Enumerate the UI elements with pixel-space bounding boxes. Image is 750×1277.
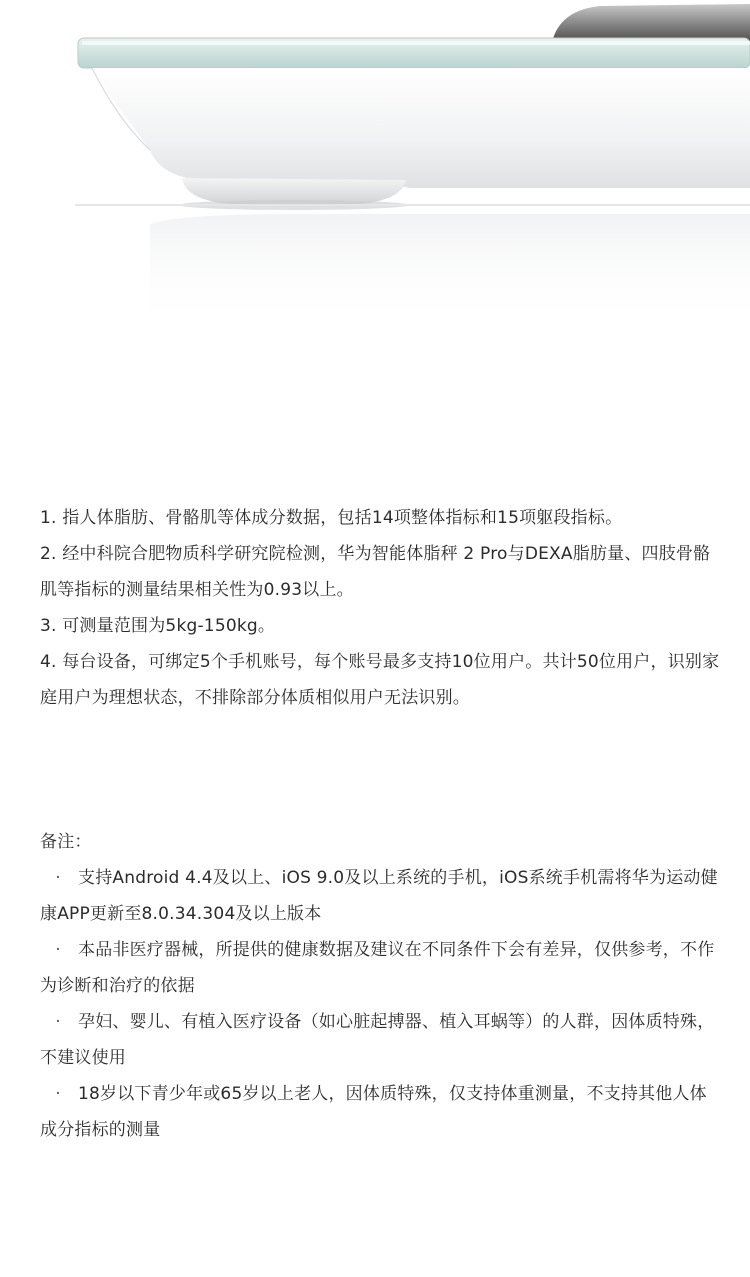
spec-item-4: 4. 每台设备，可绑定5个手机账号，每个账号最多支持10位用户。共计50位用户，识别家庭用户为理想状态，不排除部分体质相似用户无法识别。	[40, 652, 720, 708]
note-item-3	[40, 1004, 720, 1076]
spec-item-3: 3. 可测量范围为5kg-150kg。	[40, 616, 276, 636]
spec-item-1: 1. 指人体脂肪、骨骼肌等体成分数据，包括14项整体指标和15项躯段指标。	[40, 508, 623, 528]
note-text: 支持Android 4.4及以上、iOS 9.0及以上系统的手机，iOS系统手机需将华为运动健康APP更新至8.0.34.304及以上版本	[40, 868, 718, 924]
bullet-dot: ·	[55, 1084, 61, 1104]
bullet-dot: ·	[55, 868, 61, 888]
spec-item-2: 2. 经中科院合肥物质科学研究院检测，华为智能体脂秤 2 Pro与DEXA脂肪量、四肢骨骼肌等指标的测量结果相关性为0.93以上。	[40, 544, 711, 600]
spec-list	[40, 500, 720, 716]
bullet-dot: ·	[55, 1012, 61, 1032]
note-text: 孕妇、婴儿、有植入医疗设备（如心脏起搏器、植入耳蜗等）的人群，因体质特殊，不建议使用	[40, 1012, 715, 1068]
note-item-4	[40, 1076, 720, 1148]
bullet-dot: ·	[55, 940, 61, 960]
notes-title: 备注：	[40, 832, 92, 852]
note-item-1	[40, 860, 720, 932]
notes-section	[40, 824, 720, 1148]
note-item-2	[40, 932, 720, 1004]
scale-product-image	[0, 0, 750, 380]
note-text: 18岁以下青少年或65岁以上老人，因体质特殊，仅支持体重测量，不支持其他人体成分指标的测量	[40, 1084, 707, 1140]
note-text: 本品非医疗器械，所提供的健康数据及建议在不同条件下会有差异，仅供参考，不作为诊断和治疗的依据	[40, 940, 715, 996]
